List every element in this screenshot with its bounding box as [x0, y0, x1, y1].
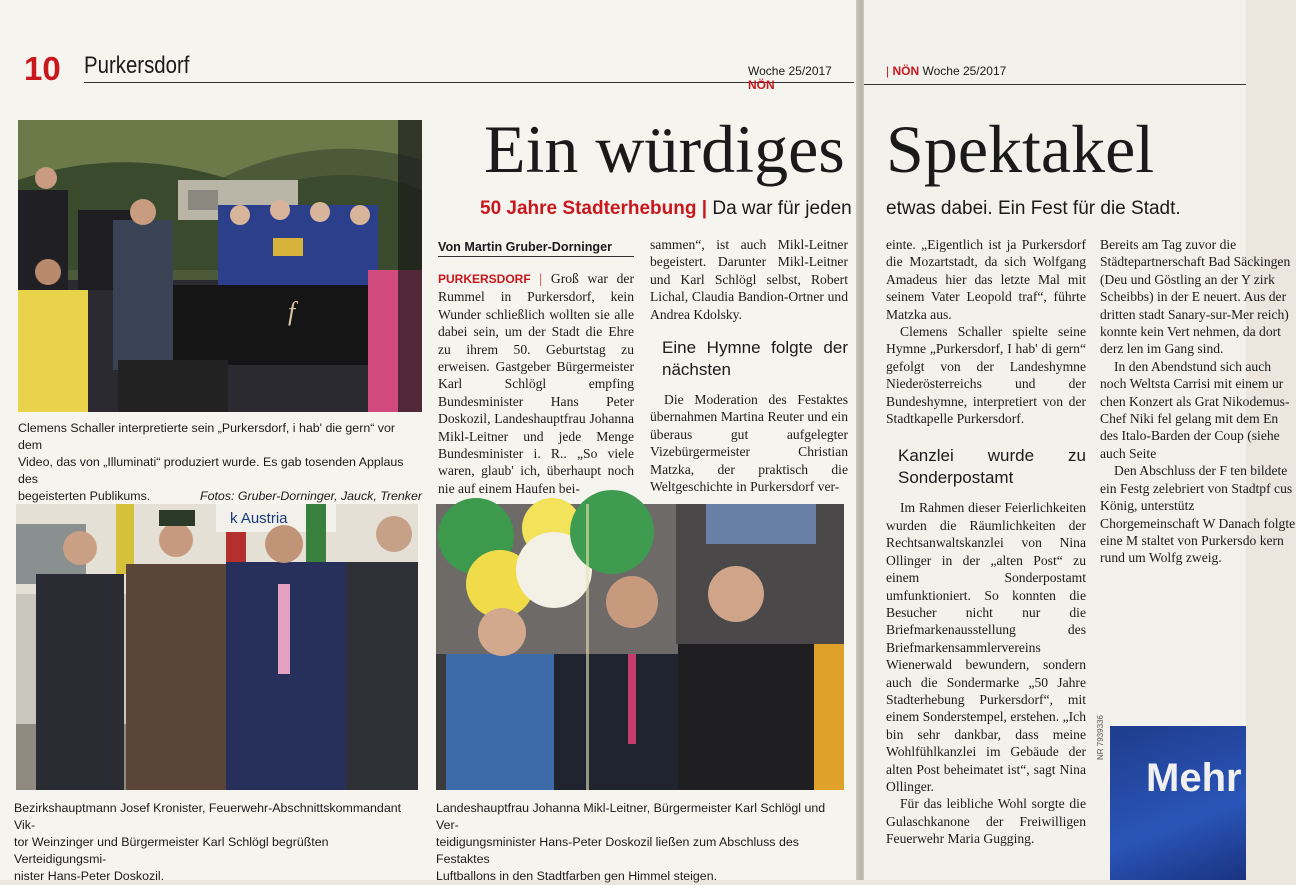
header-rule — [84, 82, 854, 83]
paragraph: sammen“, ist auch Mikl-Leitner begeistert. Darunter Mikl-Leitner und Karl Schlögl selbst, Robert Lichal, Claudia Bandion-Ortner und Andrea Kdolsky. — [650, 237, 848, 322]
article-column-4 — [1100, 236, 1296, 567]
article-column-2 — [650, 236, 848, 495]
paragraph: PURKERSDORF | Groß war der Rummel in Purkersdorf, kein Wunder schließlich wollten sie alle dabei sein, um der Stadt die Ehre zu ihrem 50. Geburtstag zu erweisen. Gastgeber Bürgermeister Karl Schlögl empfing Bundesminister Hans Peter Doskozil, Landeshauptfrau Johanna Mikl-Leitner und jede Menge Bundesminister i. R.. „So viele waren, glaub' ich, überhaupt noch nie auf einem Haufen bei- — [438, 271, 634, 496]
photo-balloons-caption — [436, 800, 848, 885]
photo-concert — [18, 120, 422, 412]
paragraph: Die Moderation des Festaktes übernahmen Martina Reuter und ein überaus gut aufgelegter Vizebürgermeister Christian Matzka, der praktisch die Weltgeschichte in Purkersdorf ver- — [650, 392, 848, 495]
photo-balloons — [436, 504, 844, 790]
header-rule — [864, 84, 1246, 85]
paragraph: Bereits am Tag zuvor die Städtepartnerschaft Bad Säckingen (Deu und Göstling an der Y zirk Scheibbs) in der E neuert. Aus der dritten stadt Sanary-sur-Mer reich) konnte kein Vert nehmen, da dort derz len im Gang sind. — [1100, 237, 1291, 357]
paragraph: Für das leibliche Wohl sorgte die Gulaschkanone der Freiwilligen Feuerwehr Maria Gugging. — [886, 796, 1086, 847]
author-byline: Von Martin Gruber-Dorninger — [438, 240, 634, 257]
caption-line: begeisterten Publikums. — [18, 489, 151, 503]
interheadline: Kanzlei wurde zu Sonderpostamt — [898, 446, 1086, 488]
subheadline-left: 50 Jahre Stadterhebung | Da war für jeden — [480, 198, 852, 219]
caption-last-line — [18, 488, 422, 505]
caption-line: Video, das von „Illuminati“ produziert wurde. Es gab tosenden Applaus des — [18, 455, 404, 486]
caption-line: Bezirkshauptmann Josef Kronister, Feuerwehr-Abschnittskommandant Vik- — [14, 801, 402, 832]
paragraph: Den Abschluss der F ten bildete ein Festg zelebriert von Stadtpf cus König, unterstütz Chorgemeinschaft W Danach folgte eine M staltet von Purkersdo kern rund um Wolfg zweig. — [1100, 463, 1296, 566]
subheadline-right: etwas dabei. Ein Fest für die Stadt. — [886, 198, 1181, 219]
kicker: 50 Jahre Stadterhebung — [480, 198, 697, 219]
caption-line: Landeshauptfrau Johanna Mikl-Leitner, Bürgermeister Karl Schlögl und Ver- — [436, 801, 826, 832]
caption-line: nister Hans-Peter Doskozil. — [14, 869, 165, 883]
article-column-3 — [886, 236, 1086, 848]
ad-text: Mehr — [1146, 756, 1242, 800]
paragraph: einte. „Eigentlich ist ja Purkersdorf die Mozartstadt, da sich Wolfgang Amadeus hier das letzte Mal mit seinem Vater Leopold traf“, führte Matzka aus. — [886, 237, 1086, 322]
paragraph: Im Rahmen dieser Feierlichkeiten wurden die Räumlichkeiten der Rechtsanwaltskanzlei von Nina Ollinger in der „alten Post“ zu einem Sonderpostamt umfunktioniert. So konnten die Besucher nicht nur die Briefmarkenausstellung des Briefmarkensammlervereins Wienerwald bewundern, sondern auch die Sondermarke „50 Jahre Stadterhebung Purkersdorf“, mit einem Sonderstempel, erstehen. „Ich bin sehr dankbar, dass meine Wohlfühlkanzlei im Gebäude der alten Post beheimatet ist“, sagt Nina Ollinger. — [886, 500, 1086, 794]
photo-officials-caption — [14, 800, 424, 885]
page-number: 10 — [24, 50, 61, 87]
issue-label: Woche 25/2017 — [748, 64, 832, 78]
photo-concert-caption — [18, 420, 422, 505]
paragraph-text: Groß war der Rummel in Purkersdorf, kein Wunder schließlich wollten sie alle dabei sein, um der Stadt die Ehre zu ihrem 50. Geburtstag zu erweisen. Gastgeber Bürgermeister Karl Schlögl empfing Bundesminister Hans Peter Doskozil, Landeshauptfrau Johanna Mikl-Leitner und jede Menge Bundesminister i. R.. „So viele waren, glaub' ich, überhaupt noch nie auf einem Haufen bei- — [438, 271, 634, 496]
issue-label: Woche 25/2017 — [922, 64, 1007, 78]
piano-logo: f — [288, 297, 296, 326]
article-column-4-clip — [1100, 236, 1296, 706]
subheadline-text: Da war für jeden — [712, 198, 852, 219]
ad-code: NR 7939336 — [1096, 715, 1105, 760]
caption-line: tor Weinzinger und Bürgermeister Karl Schlögl begrüßten Verteidigungsmi- — [14, 835, 329, 866]
caption-line: Clemens Schaller interpretierte sein „Purkersdorf, i hab' die gern“ vor dem — [18, 421, 396, 452]
headline-part2: Spektakel — [886, 111, 1155, 187]
caption-line: teidigungsminister Hans-Peter Doskozil ließen zum Abschluss des Festaktes — [436, 835, 799, 866]
photo-credit: Fotos: Gruber-Dorninger, Jauck, Trenker — [200, 489, 422, 503]
sign-text: k Austria — [230, 510, 288, 527]
brand-logo: NÖN — [892, 64, 920, 78]
interheadline: Eine Hymne folgte der nächsten — [662, 338, 848, 380]
issue-info-right: | NÖN Woche 25/2017 — [886, 64, 1007, 78]
advertisement — [1110, 726, 1246, 880]
headline-part1: Ein würdiges — [484, 111, 845, 187]
section-title: Purkersdorf — [84, 52, 190, 79]
dateline: PURKERSDORF — [438, 272, 531, 286]
paragraph: In den Abendstund sich auch noch Weltsta Carrisi mit einem ur chen Konzert als Grat Nikodemus-Chef Niki fel gelang mit dem En des Italo-Barden der Coup (siehe auch Seite — [1100, 358, 1290, 461]
brand-logo: NÖN — [748, 78, 775, 92]
issue-info — [748, 64, 858, 92]
photo-officials — [16, 504, 418, 790]
paragraph: Clemens Schaller spielte seine Hymne „Purkersdorf, I hab' di gern“ gefolgt von der Landeshymne Niederösterreichs und der Bundeshymne, interpretiert von der Stadtkapelle Purkersdorf. — [886, 324, 1086, 427]
right-page — [864, 0, 1296, 880]
caption-line: Luftballons in den Stadtfarben gen Himmel steigen. — [436, 869, 718, 883]
article-column-1 — [438, 270, 634, 497]
